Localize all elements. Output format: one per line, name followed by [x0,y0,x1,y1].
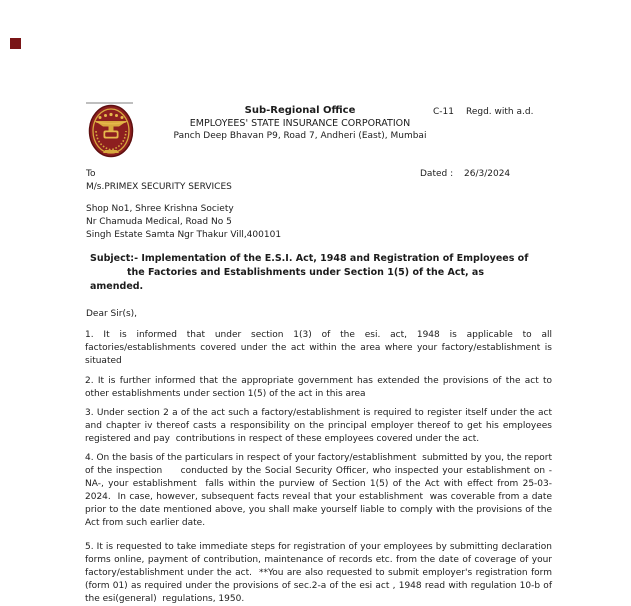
office-title: Sub-Regional Office [244,105,356,116]
dated-label: Dated : [420,169,454,179]
scan-corner-mark [10,38,21,49]
recipient-address-line: Singh Estate Samta Ngr Thakur Vill,400101 [86,230,282,240]
body-paragraph: 3. Under section 2 a of the act such a factory/establishment is required to register itself under the act and chapter iv thereof casts a responsibility on the principal employer thereof to get his employees registered and pay contributions in respect of these employees covered under the act. [85,408,552,444]
recipient-name: M/s.PRIMEX SECURITY SERVICES [86,182,232,192]
body-paragraph: 4. On the basis of the particulars in respect of your factory/establishment submitted by you, the report of the inspection conducted by the Social Security Officer, who inspected your establishment on -NA-, your establishment falls within the purview of Section 1(5) of the Act with effect from 25-03-2024. In case, however, subsequent facts reveal that your establishment was coverable from a date prior to the date mentioned above, you shall make yourself liable to comply with the provisions of the Act from such earlier date. [85,453,552,528]
body-paragraph: 5. It is requested to take immediate steps for registration of your employees by submitting declaration forms online, payment of contribution, maintenance of records etc. from the date of coverage of your factory/establishment under the act. **You are also requested to submit employer's registration form (form 01) as required under the provisions of sec.2-a of the esi act , 1948 read with regulation 10-b of the esi(general) regulations, 1950. [85,542,552,604]
org-address: Panch Deep Bhavan P9, Road 7, Andheri (East), Mumbai [173,131,427,141]
to-label: To [86,169,96,179]
salutation: Dear Sir(s), [86,309,138,319]
recipient-address-line: Nr Chamuda Medical, Road No 5 [86,217,232,227]
form-code: C-11 [433,107,454,117]
org-name: EMPLOYEES' STATE INSURANCE CORPORATION [189,118,411,129]
subject-line: Subject:- Implementation of the E.S.I. Act, 1948 and Registration of Employees of [90,253,529,264]
body-paragraph: 1. It is informed that under section 1(3) of the esi. act, 1948 is applicable to all factories/establishments covered under the act within the area where your factory/establishment is situated [85,330,552,366]
recipient-address-line: Shop No1, Shree Krishna Society [86,204,234,214]
date-value: 26/3/2024 [464,169,511,179]
regd-note: Regd. with a.d. [466,107,534,117]
subject-line: amended. [90,281,144,292]
subject-line: the Factories and Establishments under Section 1(5) of the Act, as [127,267,484,278]
body-paragraph: 2. It is further informed that the appropriate government has extended the provisions of the act to other establishments under section 1(5) of the act in this area [85,376,552,399]
